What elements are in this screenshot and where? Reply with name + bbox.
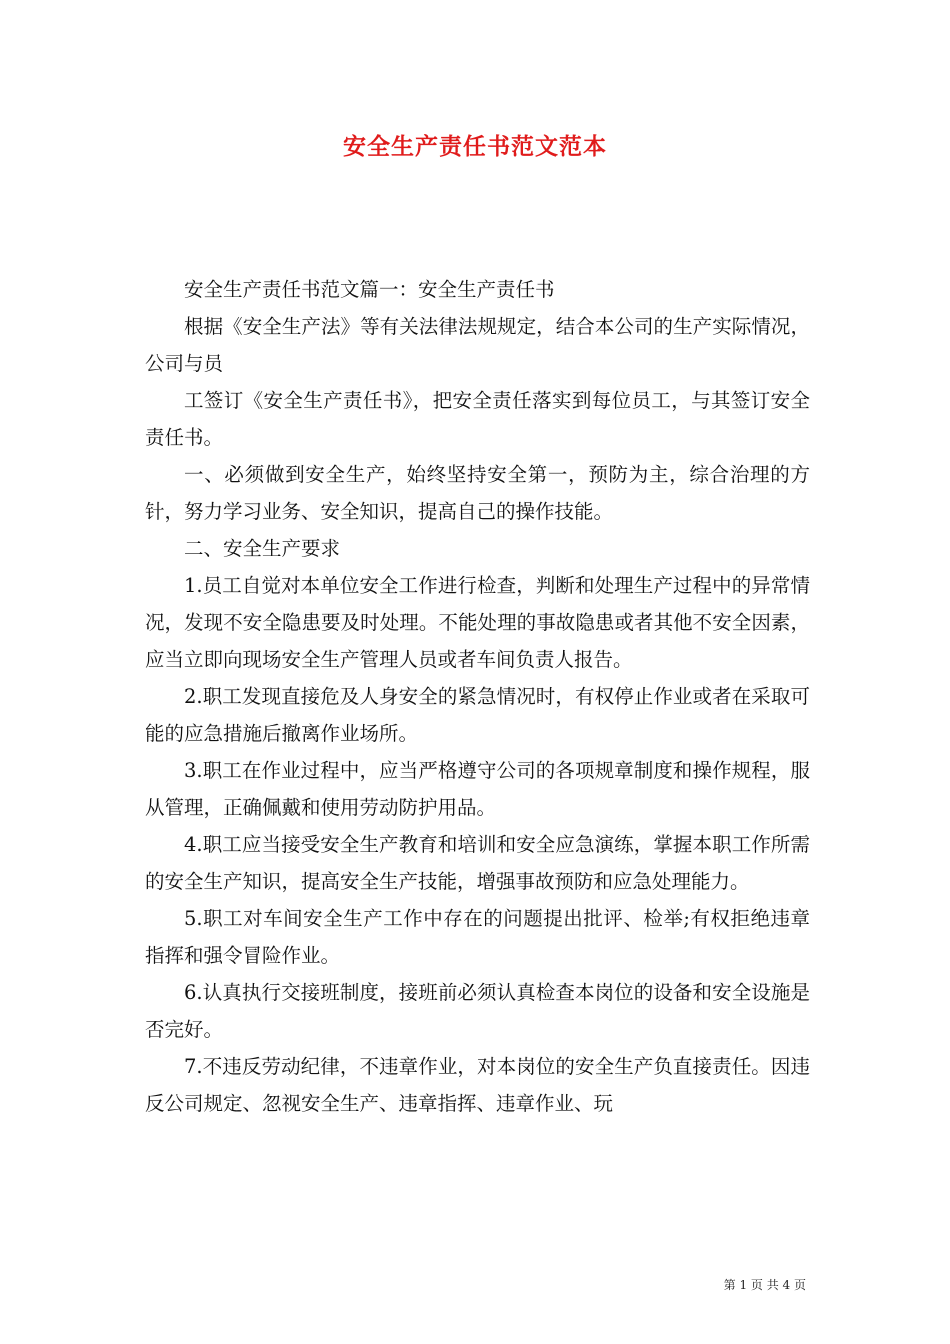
page-number: 第 1 页 共 4 页 [723, 1278, 806, 1292]
paragraph: 4.职工应当接受安全生产教育和培训和安全应急演练，掌握本职工作所需的安全生产知识，提高安全生产技能，增强事故预防和应急处理能力。 [145, 833, 810, 893]
paragraph: 工签订《安全生产责任书》，把安全责任落实到每位员工，与其签订安全责任书。 [145, 389, 810, 449]
paragraph: 3.职工在作业过程中，应当严格遵守公司的各项规章制度和操作规程，服从管理，正确佩戴和使用劳动防护用品。 [145, 759, 810, 819]
paragraph: 6.认真执行交接班制度，接班前必须认真检查本岗位的设备和安全设施是否完好。 [145, 981, 810, 1041]
paragraph: 二、安全生产要求 [184, 537, 341, 560]
paragraph: 2.职工发现直接危及人身安全的紧急情况时，有权停止作业或者在采取可能的应急措施后撤离作业场所。 [145, 685, 810, 745]
paragraph: 7.不违反劳动纪律，不违章作业，对本岗位的安全生产负直接责任。因违反公司规定、忽视安全生产、违章指挥、违章作业、玩 [145, 1055, 810, 1115]
paragraph: 安全生产责任书范文篇一：安全生产责任书 [184, 278, 555, 301]
document-body [145, 271, 810, 1122]
document-title: 安全生产责任书范文范本 [343, 133, 607, 160]
paragraph: 根据《安全生产法》等有关法律法规规定，结合本公司的生产实际情况，公司与员 [145, 315, 810, 375]
paragraph: 5.职工对车间安全生产工作中存在的问题提出批评、检举;有权拒绝违章指挥和强令冒险作业。 [145, 907, 810, 967]
paragraph: 一、必须做到安全生产，始终坚持安全第一，预防为主，综合治理的方针，努力学习业务、安全知识，提高自己的操作技能。 [145, 463, 810, 523]
paragraph: 1.员工自觉对本单位安全工作进行检查，判断和处理生产过程中的异常情况，发现不安全隐患要及时处理。不能处理的事故隐患或者其他不安全因素，应当立即向现场安全生产管理人员或者车间负责人报告。 [145, 574, 810, 671]
